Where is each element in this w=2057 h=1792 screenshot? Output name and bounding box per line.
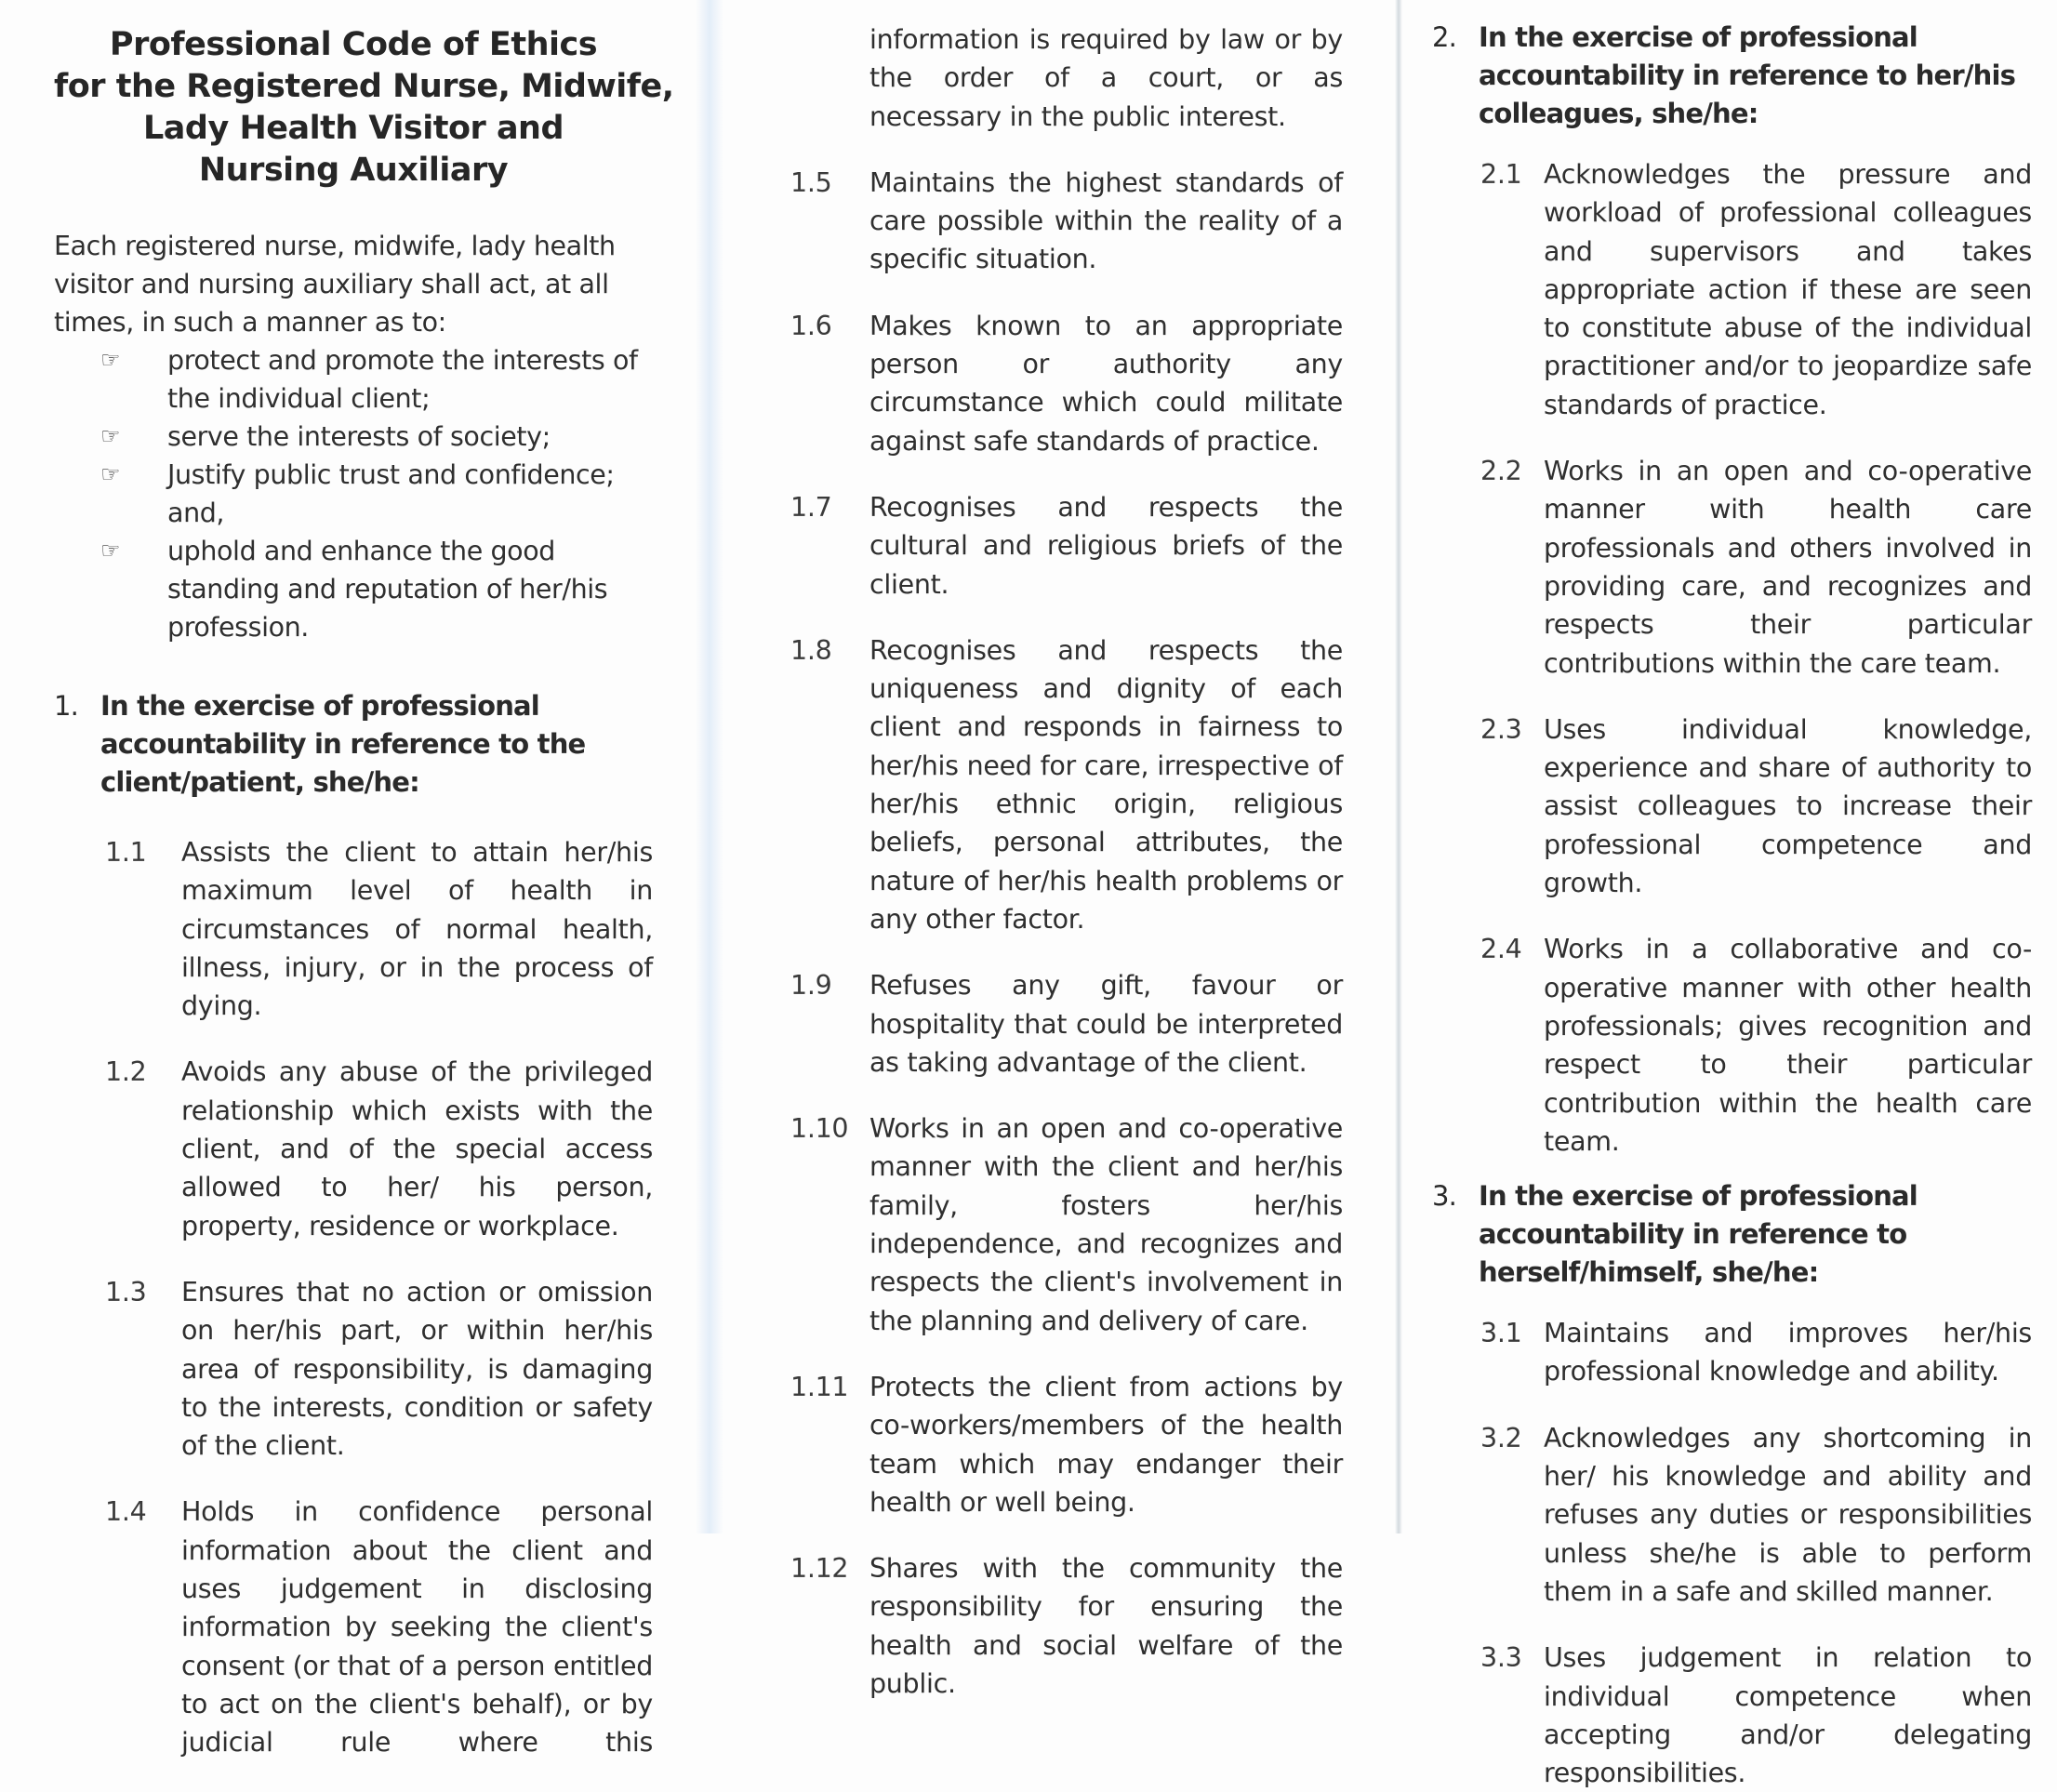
clause-number: 2.3 xyxy=(1480,713,1522,745)
clause xyxy=(790,1109,1343,1340)
pointing-hand-icon: ☞ xyxy=(100,423,121,449)
clause xyxy=(1480,1314,2032,1391)
bullet-text: Justify public trust and confidence; and, xyxy=(167,459,615,528)
clause-number: 2.4 xyxy=(1480,934,1522,965)
pointing-hand-icon: ☞ xyxy=(100,538,121,564)
clause-text: Refuses any gift, favour or hospitality that could be interpreted as taking advantage of the client. xyxy=(869,970,1343,1078)
clause xyxy=(105,1273,653,1465)
clause-number: 1.7 xyxy=(790,491,832,523)
clause xyxy=(790,631,1343,938)
section-number: 3. xyxy=(1432,1180,1457,1213)
clause xyxy=(790,1549,1343,1703)
clause-text: Uses individual knowledge, experience and share of authority to assist colleagues to increase their professional competence and growth. xyxy=(1544,713,2032,899)
clause-number: 1.4 xyxy=(105,1496,147,1528)
clause-text: Recognises and respects the cultural and religious briefs of the client. xyxy=(869,491,1343,600)
intro-paragraph: Each registered nurse, midwife, lady health visitor and nursing auxiliary shall act, at all times, in such a manner as to: xyxy=(54,231,616,338)
clause xyxy=(790,1368,1343,1521)
bullet-text: uphold and enhance the good standing and reputation of her/his profession. xyxy=(167,536,608,643)
clause xyxy=(1480,710,2032,902)
clause-number: 1.11 xyxy=(790,1371,849,1402)
list-item xyxy=(54,456,653,532)
title-line: Nursing Auxiliary xyxy=(198,152,509,189)
pointing-hand-icon: ☞ xyxy=(100,461,121,487)
clause xyxy=(1480,1419,2032,1611)
clause xyxy=(1480,930,2032,1161)
middle-panel xyxy=(790,0,1343,1703)
clause-number: 1.2 xyxy=(105,1056,147,1088)
clause-number: 2.1 xyxy=(1480,159,1522,190)
page-fold xyxy=(1395,0,1402,1533)
clause-text: Uses judgement in relation to individual competence when accepting and/or delegating responsibilities. xyxy=(1544,1642,2032,1789)
clause xyxy=(1480,155,2032,424)
clause xyxy=(790,488,1343,604)
section-number: 2. xyxy=(1432,21,1457,53)
page-fold xyxy=(696,0,723,1533)
clause-text: Ensures that no action or omission on her/his part, or within her/his area of responsibility, is damaging to the interests, condition or safety of the client. xyxy=(181,1276,653,1462)
section-title: In the exercise of professional accountability in reference to herself/himself, she/he: xyxy=(1479,1180,1918,1289)
list-item xyxy=(54,532,653,646)
clause-text: Works in an open and co-operative manner with the client and her/his family, fosters her/his independence, and recognizes and respects the client's involvement in the planning and delivery of care. xyxy=(869,1113,1343,1336)
clause xyxy=(790,966,1343,1082)
clause xyxy=(1480,1639,2032,1792)
clause-text: Recognises and respects the uniqueness and dignity of each client and responds in fairness to her/his need for care, irrespective of her/his ethnic origin, religious beliefs, personal attributes, the nature of her/his health problems or any other factor. xyxy=(869,634,1343,935)
left-panel xyxy=(54,0,674,1762)
clause-text: Shares with the community the responsibility for ensuring the health and social welfare of the public. xyxy=(869,1553,1343,1699)
principles-list xyxy=(54,341,653,646)
clause-text: Maintains the highest standards of care possible within the reality of a specific situation. xyxy=(869,166,1343,275)
clause xyxy=(105,833,653,1025)
clause-text: Works in an open and co-operative manner with health care professionals and others involved in providing care, and recognizes and respects their particular contributions within the care team. xyxy=(1544,456,2032,679)
clause-number: 2.2 xyxy=(1480,456,1522,487)
document-title xyxy=(54,24,674,192)
clause-number: 1.1 xyxy=(105,837,147,868)
clause xyxy=(790,164,1343,279)
clause-number: 1.5 xyxy=(790,166,832,198)
clause-text: Acknowledges any shortcoming in her/ his knowledge and ability and refuses any duties or responsibilities unless she/he is able to perform them in a safe and skilled manner. xyxy=(1544,1422,2032,1607)
clause-text: Maintains and improves her/his professional knowledge and ability. xyxy=(1544,1318,2032,1387)
section-heading xyxy=(1432,19,2032,133)
list-item xyxy=(54,418,653,456)
clause xyxy=(1480,452,2032,683)
clause-text: Avoids any abuse of the privileged relationship which exists with the client, and of the special access allowed to her/ his person, property, residence or workplace. xyxy=(181,1056,653,1241)
list-item xyxy=(54,341,653,418)
clause xyxy=(790,307,1343,460)
clause-number: 1.12 xyxy=(790,1553,849,1585)
clause-text: Acknowledges the pressure and workload of professional colleagues and supervisors and takes appropriate action if these are seen to constitute abuse of the individual practitioner and/or to jeopardize safe standards of practice. xyxy=(1544,159,2032,420)
clause-number: 1.9 xyxy=(790,970,832,1002)
bullet-text: protect and promote the interests of the individual client; xyxy=(167,345,638,414)
clause-text: Makes known to an appropriate person or authority any circumstance which could militate against safe standards of practice. xyxy=(869,310,1343,457)
clause-number: 3.3 xyxy=(1480,1642,1522,1674)
section-heading xyxy=(1432,1177,2032,1292)
clause-number: 1.6 xyxy=(790,310,832,341)
section-title: In the exercise of professional accountability in reference to her/his colleagues, she/he: xyxy=(1479,21,2016,129)
title-line: for the Registered Nurse, Midwife, xyxy=(54,68,674,105)
clause-text: Assists the client to attain her/his maximum level of health in circumstances of normal health, illness, injury, or in the process of dying. xyxy=(181,837,653,1022)
title-line: Professional Code of Ethics xyxy=(109,26,598,63)
section-title: In the exercise of professional accountability in reference to the client/patient, she/he: xyxy=(100,690,586,798)
clause-text: Protects the client from actions by co-workers/members of the health team which may endanger their health or well being. xyxy=(869,1371,1343,1518)
section-heading xyxy=(54,687,653,802)
clause-number: 1.10 xyxy=(790,1113,849,1145)
clause xyxy=(105,1053,653,1244)
title-line: Lady Health Visitor and xyxy=(142,110,564,147)
clause-number: 1.3 xyxy=(105,1276,147,1307)
right-panel xyxy=(1432,0,2032,1792)
clause-number: 3.1 xyxy=(1480,1318,1522,1349)
clause-number: 3.2 xyxy=(1480,1422,1522,1454)
clause-text: Works in a collaborative and co-operative manner with other health professionals; gives recognition and respect to their particular contribution within the health care team. xyxy=(1544,934,2032,1157)
section-number: 1. xyxy=(54,690,79,722)
clause-number: 1.8 xyxy=(790,634,832,666)
clause-text: Holds in confidence personal information about the client and uses judgement in disclosing information by seeking the client's consent (or that of a person entitled to act on the client's behalf), or by judicial rule where this xyxy=(181,1496,653,1759)
bullet-text: serve the interests of society; xyxy=(167,421,551,452)
pointing-hand-icon: ☞ xyxy=(100,347,121,373)
clause-continuation: information is required by law or by the order of a court, or as necessary in the public interest. xyxy=(869,24,1343,132)
